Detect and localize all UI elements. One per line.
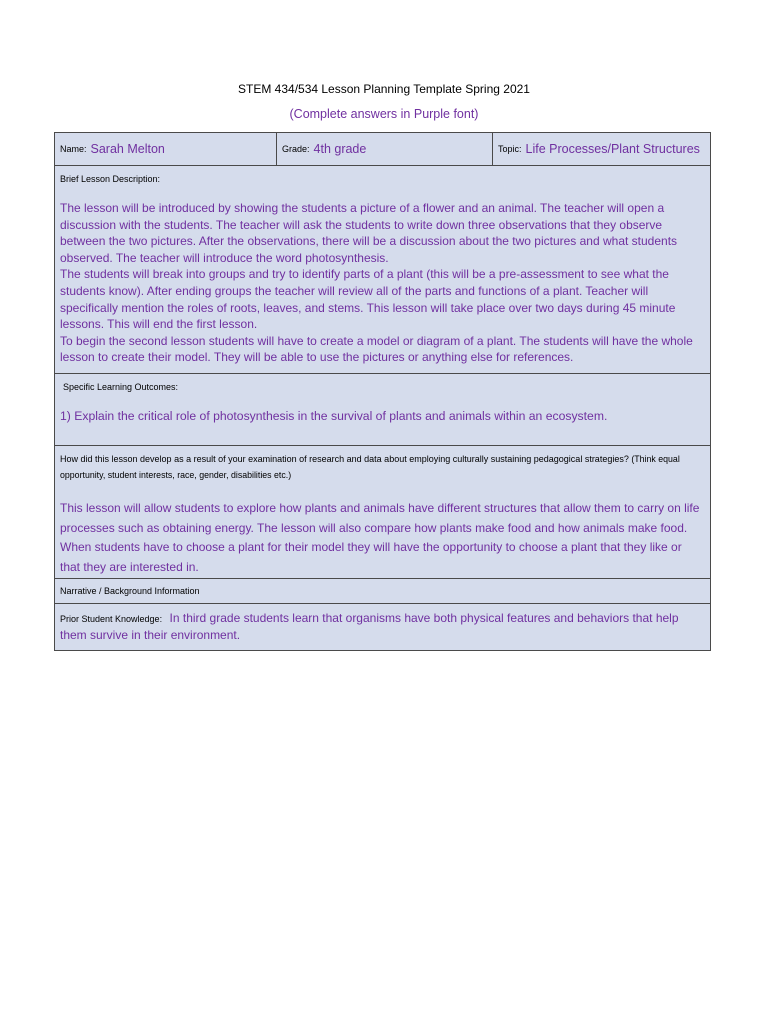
learning-outcomes-text: 1) Explain the critical role of photosynthesis in the survival of plants and animals within an ecosystem.	[60, 409, 608, 423]
prior-knowledge-label: Prior Student Knowledge:	[60, 614, 163, 624]
culturally-sustaining-note: (Think equal opportunity, student interests, race, gender, disabilities etc.)	[60, 454, 680, 480]
learning-outcomes-section	[55, 373, 710, 445]
topic-label: Topic:	[498, 144, 522, 154]
prior-knowledge-line	[55, 610, 710, 643]
grade-value: 4th grade	[313, 142, 367, 156]
prior-knowledge-section	[55, 603, 710, 650]
name-cell	[55, 133, 276, 165]
culturally-sustaining-text: This lesson will allow students to explore how plants and animals have different structures that allow them to carry on life processes such as obtaining energy. The lesson will also compare how plants make food and how animals make food. When students have to choose a plant for their model they will have the opportunity to choose a plant that they like or that they are interested in.	[60, 501, 700, 574]
culturally-sustaining-question: How did this lesson develop as a result of your examination of research and data about employing culturally sustaining pedagogical strategies?	[60, 454, 629, 464]
description-paragraph: The students will break into groups and try to identify parts of a plant (this will be a pre-assessment to see what the students know). After ending groups the teacher will review all of the parts and functions of a plant. Teacher will specifically mention the roles of roots, leaves, and stems. This lesson will take place over two days during 45 minute lessons. This will end the first lesson.	[60, 267, 676, 332]
grade-cell	[276, 133, 492, 165]
topic-value: Life Processes/Plant Structures	[525, 142, 700, 156]
brief-description-text	[55, 200, 710, 366]
brief-description-section	[55, 165, 710, 373]
prior-knowledge-text: In third grade students learn that organisms have both physical features and behaviors that help them survive in their environment.	[60, 611, 679, 642]
narrative-label: Narrative / Background Information	[60, 586, 200, 596]
learning-outcomes-label: Specific Learning Outcomes:	[63, 382, 179, 392]
name-label: Name:	[60, 144, 87, 154]
grade-label: Grade:	[282, 144, 310, 154]
page-subtitle: (Complete answers in Purple font)	[289, 107, 479, 121]
description-paragraph: The lesson will be introduced by showing the students a picture of a flower and an animal. The teacher will open a discussion with the students. The teacher will ask the students to write down three observations that they observe between the two pictures. After the observations, there will be a discussion about the two pictures and what students observed. The teacher will introduce the word photosynthesis.	[60, 201, 678, 265]
name-value: Sarah Melton	[90, 142, 165, 156]
header-row	[55, 133, 710, 165]
page-title: STEM 434/534 Lesson Planning Template Spring 2021	[238, 82, 530, 96]
topic-cell	[492, 133, 710, 165]
culturally-sustaining-label	[55, 452, 710, 483]
description-paragraph: To begin the second lesson students will have to create a model or diagram of a plant. The students will have the whole lesson to create their model. They will be able to use the pictures or anything else for references.	[60, 333, 693, 365]
culturally-sustaining-section	[55, 445, 710, 578]
lesson-plan-table	[54, 132, 711, 651]
brief-description-label: Brief Lesson Description:	[60, 174, 161, 184]
narrative-section	[55, 578, 710, 603]
